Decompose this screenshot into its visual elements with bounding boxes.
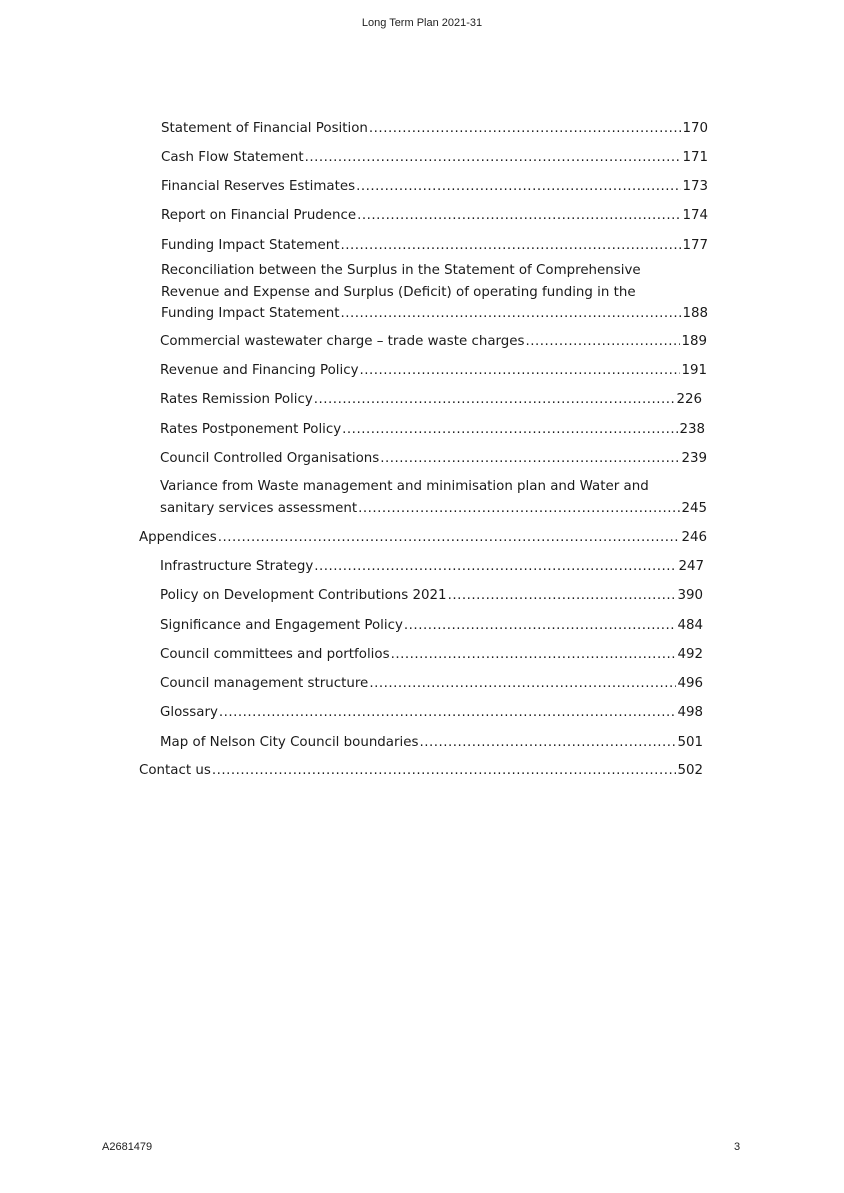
toc-leader-dots bbox=[342, 419, 678, 441]
toc-page-number: 498 bbox=[677, 705, 703, 720]
toc-leader-dots bbox=[305, 147, 682, 169]
toc-page-number: 484 bbox=[677, 618, 703, 633]
toc-leader-dots bbox=[340, 303, 681, 325]
toc-page-number: 177 bbox=[682, 238, 708, 253]
toc-leader-dots bbox=[314, 389, 676, 411]
toc-entry-label: Council Controlled Organisations bbox=[160, 451, 380, 466]
toc-entry-label-line: Variance from Waste management and minimisation plan and Water and bbox=[160, 479, 649, 494]
page-number: 3 bbox=[734, 1141, 741, 1153]
toc-page-number: 502 bbox=[677, 763, 703, 778]
toc-entry[interactable] bbox=[160, 732, 703, 754]
toc-entry-label-line: Revenue and Expense and Surplus (Deficit) of operating funding in the bbox=[161, 284, 636, 300]
toc-page-number: 226 bbox=[676, 392, 702, 407]
toc-leader-dots bbox=[369, 673, 676, 695]
toc-entry[interactable] bbox=[160, 389, 702, 411]
toc-entry[interactable] bbox=[160, 585, 703, 607]
toc-leader-dots bbox=[212, 760, 677, 782]
toc-entry-label: Rates Remission Policy bbox=[160, 392, 313, 407]
toc-leader-dots bbox=[360, 360, 681, 382]
toc-leader-dots bbox=[404, 615, 677, 637]
toc-entry[interactable] bbox=[160, 419, 705, 441]
toc-entry-label: Appendices bbox=[139, 530, 217, 545]
toc-entry-label: Commercial wastewater charge – trade waste charges bbox=[160, 334, 525, 349]
toc-entry[interactable] bbox=[161, 260, 708, 325]
toc-leader-dots bbox=[340, 235, 681, 257]
toc-leader-dots bbox=[391, 644, 677, 666]
toc-entry-label: Infrastructure Strategy bbox=[160, 559, 314, 574]
toc-entry[interactable] bbox=[161, 176, 708, 198]
toc-leader-dots bbox=[356, 176, 681, 198]
toc-entry-label: Financial Reserves Estimates bbox=[161, 179, 356, 194]
toc-entry-label: Funding Impact Statement bbox=[161, 238, 340, 253]
toc-entry-label: Cash Flow Statement bbox=[161, 150, 304, 165]
toc-entry-label: Contact us bbox=[139, 763, 211, 778]
toc-page-number: 191 bbox=[681, 363, 707, 378]
page-header: Long Term Plan 2021-31 bbox=[361, 17, 483, 29]
toc-page-number: 501 bbox=[677, 735, 703, 750]
toc-entry-label: Glossary bbox=[160, 705, 218, 720]
toc-entry[interactable] bbox=[139, 760, 703, 782]
toc-leader-dots bbox=[314, 556, 677, 578]
toc-page-number: 246 bbox=[681, 530, 707, 545]
toc-page-number: 247 bbox=[678, 559, 704, 574]
toc-leader-dots bbox=[380, 448, 680, 470]
toc-entry[interactable] bbox=[160, 644, 703, 666]
toc-entry-label: Council management structure bbox=[160, 676, 369, 691]
toc-entry-label: Map of Nelson City Council boundaries bbox=[160, 735, 419, 750]
toc-entry-label: Revenue and Financing Policy bbox=[160, 363, 359, 378]
toc-entry[interactable] bbox=[139, 527, 707, 549]
toc-leader-dots bbox=[218, 527, 681, 549]
toc-page-number: 171 bbox=[682, 150, 708, 165]
toc-entry-label-line: Reconciliation between the Surplus in the Statement of Comprehensive bbox=[161, 263, 641, 278]
toc-entry[interactable] bbox=[161, 118, 708, 140]
toc-entry[interactable] bbox=[160, 673, 703, 695]
toc-entry-label: Report on Financial Prudence bbox=[161, 208, 357, 223]
toc-page-number: 189 bbox=[681, 334, 707, 349]
toc-entry[interactable] bbox=[161, 235, 708, 257]
toc-leader-dots bbox=[369, 118, 682, 140]
toc-page-number: 390 bbox=[677, 588, 703, 603]
toc-leader-dots bbox=[357, 205, 681, 227]
toc-entry[interactable] bbox=[160, 615, 703, 637]
toc-page-number: 496 bbox=[677, 676, 703, 691]
toc-page-number: 492 bbox=[677, 647, 703, 662]
toc-entry[interactable] bbox=[160, 448, 707, 470]
toc-entry-label: Policy on Development Contributions 2021 bbox=[160, 588, 447, 603]
toc-page-number: 238 bbox=[679, 422, 705, 437]
toc-leader-dots bbox=[219, 702, 677, 724]
toc-entry[interactable] bbox=[160, 360, 707, 382]
toc-leader-dots bbox=[448, 585, 677, 607]
toc-page-number: 174 bbox=[682, 208, 708, 223]
toc-entry[interactable] bbox=[160, 556, 704, 578]
document-id: A2681479 bbox=[102, 1141, 153, 1153]
toc-entry-label: Rates Postponement Policy bbox=[160, 422, 342, 437]
toc-entry[interactable] bbox=[160, 476, 707, 519]
toc-leader-dots bbox=[526, 331, 681, 353]
toc-entry-label: Significance and Engagement Policy bbox=[160, 618, 403, 633]
toc-entry-label: Council committees and portfolios bbox=[160, 647, 390, 662]
toc-entry-label: sanitary services assessment bbox=[160, 500, 358, 516]
toc-entry[interactable] bbox=[160, 331, 707, 353]
toc-leader-dots bbox=[419, 732, 676, 754]
toc-page-number: 188 bbox=[682, 306, 708, 321]
toc-entry[interactable] bbox=[160, 702, 703, 724]
toc-entry-label: Funding Impact Statement bbox=[161, 306, 340, 321]
toc-entry[interactable] bbox=[161, 205, 708, 227]
toc-leader-dots bbox=[358, 498, 680, 520]
toc-page-number: 170 bbox=[682, 121, 708, 136]
toc-entry[interactable] bbox=[161, 147, 708, 169]
toc-page-number: 239 bbox=[681, 451, 707, 466]
toc-page-number: 173 bbox=[682, 179, 708, 194]
toc-page-number: 245 bbox=[681, 500, 707, 516]
toc-entry-label: Statement of Financial Position bbox=[161, 121, 368, 136]
